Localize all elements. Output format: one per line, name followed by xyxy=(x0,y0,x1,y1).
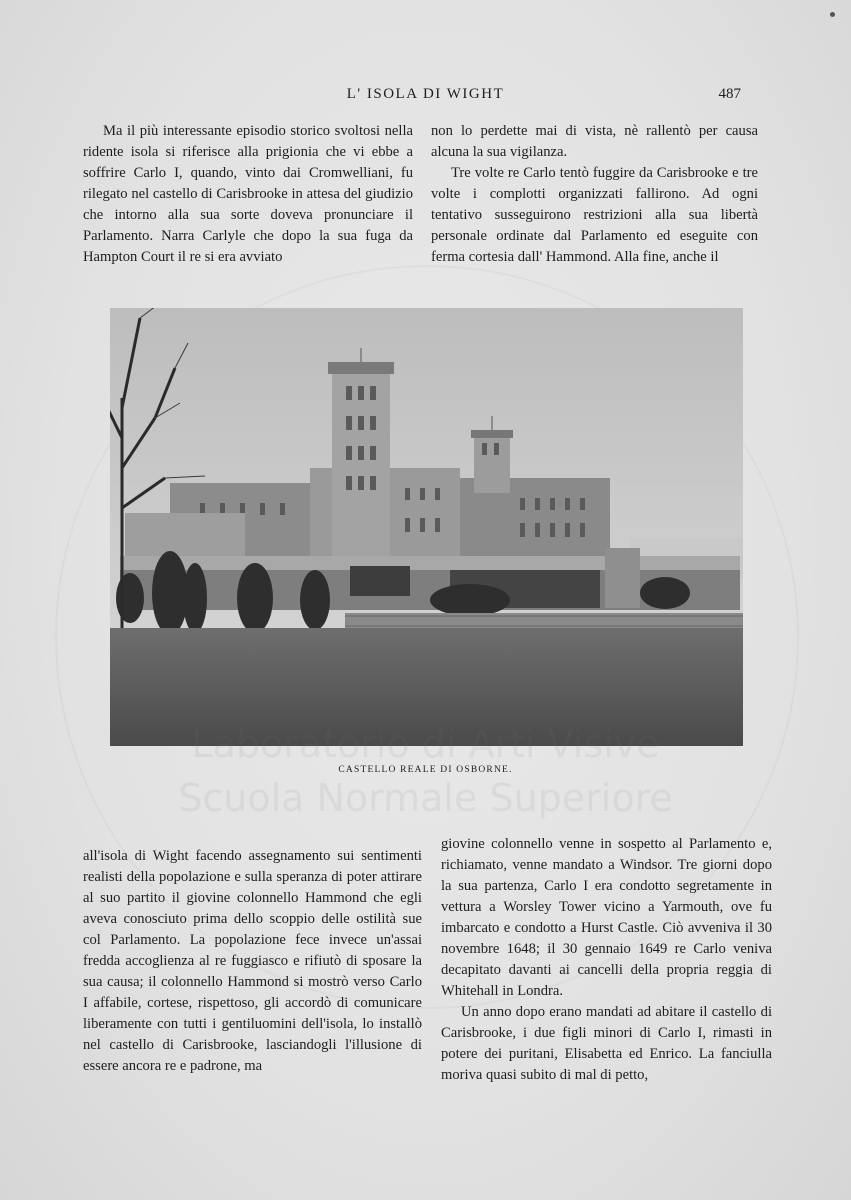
text-column-top-left xyxy=(83,121,413,268)
paragraph: Un anno dopo erano mandati ad abitare il castello di Carisbrooke, i due figli minori di Carlo I, rimasti in potere dei puritani, Elisabetta ed Enrico. La fanciulla moriva quasi subito di mal di petto, xyxy=(441,1004,772,1083)
running-head xyxy=(0,86,851,106)
paragraph: Ma il più interessante episodio storico svoltosi nella ridente isola si riferisce alla prigionia che vi ebbe a soffrire Carlo I, quando, vinto dai Cromwelliani, fu rilegato nel castello di Carisbrooke in attesa del giudizio che intorno alla sua sorte doveva pronunciare il Parlamento. Narra Carlyle che dopo la sua fuga da Hampton Court il re si era avviato xyxy=(83,123,413,265)
osborne-castle-engraving xyxy=(110,308,743,746)
paragraph: non lo perdette mai di vista, nè rallentò per causa alcuna la sua vigilanza. xyxy=(431,123,758,160)
text-column-bottom-right xyxy=(441,834,772,1086)
paragraph: giovine colonnello venne in sospetto al Parlamento e, richiamato, venne mandato a Windsor. Tre giorni dopo la sua partenza, Carlo I era condotto segretamente in vettura a Worsley Tower vicino a Yarmouth, ove fu imbarcato e condotto a Hurst Castle. Ciò avveniva il 30 novembre 1648; il 30 gennaio 1649 re Carlo veniva decapitato davanti ai cancelli della propria reggia di Whitehall in Londra. xyxy=(441,836,772,999)
text-column-bottom-left xyxy=(83,846,422,1077)
running-title: L' ISOLA DI WIGHT xyxy=(346,86,505,102)
page-number: 487 xyxy=(718,86,741,102)
watermark-line-2: Scuola Normale Superiore xyxy=(178,776,673,820)
paragraph: Tre volte re Carlo tentò fuggire da Carisbrooke e tre volte i complotti organizzati fallirono. Ad ogni tentativo susseguirono restrizioni alla sua libertà personale ordinate dal Parlamento ed eseguite con ferma cortesia dall' Hammond. Alla fine, anche il xyxy=(431,165,758,265)
figure-caption: CASTELLO REALE DI OSBORNE. xyxy=(338,765,513,775)
castle-photograph xyxy=(110,308,743,746)
paragraph: all'isola di Wight facendo assegnamento sui sentimenti realisti della popolazione e sulla speranza di poter attirare al suo partito il giovine colonnello Hammond che egli aveva conosciuto prima dello scoppio delle ostilità sue col Parlamento. La popolazione fece invece un'assai fredda accoglienza al re fuggiasco e rifiutò di sposare la sua causa; il colonnello Hammond si mostrò verso Carlo I affabile, cortese, rispettoso, gli accordò di comunicare liberamente con tutti i gentiluomini dell'isola, lo installò nel castello di Carisbrooke, lasciandogli l'illusione di essere ancora re e padrone, ma xyxy=(83,848,422,1074)
text-column-top-right xyxy=(431,121,758,268)
speck xyxy=(830,12,835,17)
